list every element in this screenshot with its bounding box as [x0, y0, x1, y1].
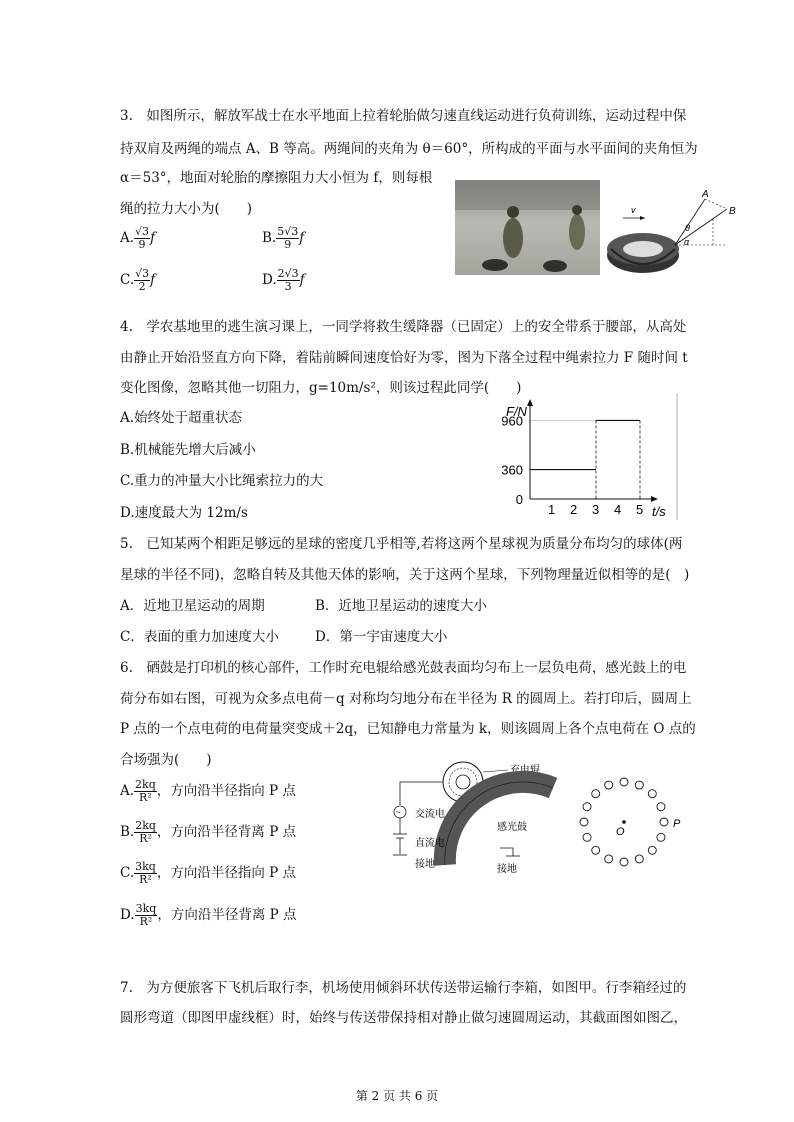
q3-option-d: D. $\frac{2√3}{3}$ f — [262, 267, 305, 293]
q3-line2: 持双肩及两绳的端点 A、B 等高。两绳间的夹角为 θ＝60°，所构成的平面与水平面间的夹角恒为 — [120, 141, 698, 157]
svg-text:~: ~ — [396, 808, 401, 817]
point-charge — [648, 790, 656, 798]
svg-text:交流电: 交流电 — [415, 809, 445, 820]
point-charge — [583, 803, 591, 811]
y-tick-label: 360 — [501, 462, 523, 478]
force-time-chart — [480, 392, 680, 522]
soldiers-photo — [455, 180, 600, 275]
point-charge — [620, 778, 628, 786]
point-charge — [660, 818, 668, 826]
point-charge — [580, 818, 588, 826]
q6-line2: 荷分布如右图，可视为众多点电荷－q 对称均匀地分布在半径为 R 的圆周上。若打印后，圆周上 — [120, 691, 692, 707]
x-tick-label: 5 — [636, 502, 644, 517]
q4-option-b: B.机械能先增大后减小 — [120, 442, 256, 458]
q5-line2: 星球的半径不同)，忽略自转及其他天体的影响，关于这两个星球，下列物理量近似相等的是( ) — [120, 567, 690, 583]
q4-line3: 变化图像，忽略其他一切阻力，g=10m/s²，则该过程此同学( ) — [120, 380, 522, 396]
q5-option-d: D．第一宇宙速度大小 — [315, 629, 448, 645]
q3-option-b: B. $\frac{5√3}{9}$ f — [262, 225, 305, 251]
center-label: O — [616, 826, 625, 838]
y-axis-label: F/N — [506, 404, 527, 419]
center-dot — [622, 820, 626, 824]
point-charge — [605, 855, 613, 863]
q3-line3: α＝53°，地面对轮胎的摩擦阻力大小恒为 f，则每根 — [120, 170, 433, 186]
q4-option-a: A.始终处于超重状态 — [120, 410, 243, 426]
x-tick-label: 4 — [614, 502, 622, 517]
x-axis-label: t/s — [652, 504, 666, 519]
svg-text:接地: 接地 — [415, 859, 435, 870]
point-charge — [648, 846, 656, 854]
point-charge — [592, 790, 600, 798]
tire-rope-diagram — [605, 185, 750, 280]
q6-option-a: A. $\frac{2kq}{\text{R²}}$ ，方向沿半径指向 P 点 — [120, 778, 296, 804]
q4-option-d: D.速度最大为 12m/s — [120, 505, 248, 521]
x-tick-label: 2 — [570, 502, 578, 517]
q6-line1: 6. 硒鼓是打印机的核心部件，工作时充电辊给感光鼓表面均匀布上一层负电荷，感光鼓上的电 — [120, 660, 687, 676]
point-charge — [592, 846, 600, 854]
q6-option-b: B. $\frac{2kq}{\text{R²}}$ ，方向沿半径背离 P 点 — [120, 819, 297, 845]
y-tick-label: 960 — [501, 413, 523, 429]
svg-text:接地: 接地 — [497, 864, 517, 875]
q5-line1: 5. 已知某两个相距足够远的星球的密度几乎相等,若将这两个星球视为质量分布均匀的球体(两 — [120, 536, 683, 552]
q6-line4: 合场强为( ) — [120, 752, 212, 768]
y-tick-label: 0 — [515, 492, 523, 507]
svg-text:A: A — [702, 189, 709, 200]
q5-option-c: C．表面的重力加速度大小 — [120, 629, 279, 645]
charge-ring-diagram — [570, 765, 685, 870]
svg-text:直流电: 直流电 — [415, 838, 445, 849]
q5-option-a: A．近地卫星运动的周期 — [120, 598, 265, 614]
y-axis-arrow — [527, 399, 533, 406]
svg-text:充电辊: 充电辊 — [510, 765, 540, 776]
point-charge — [657, 833, 665, 841]
point-charge — [635, 855, 643, 863]
q6-option-c: C. $\frac{3kq}{\text{R²}}$ ，方向沿半径指向 P 点 — [120, 860, 297, 886]
x-axis-arrow — [651, 496, 658, 502]
point-charge — [657, 803, 665, 811]
q5-option-b: B．近地卫星运动的速度大小 — [315, 598, 487, 614]
point-charge — [635, 781, 643, 789]
q7-line1: 7. 为方便旅客下飞机后取行李，机场使用倾斜环状传送带运输行李箱，如图甲。行李箱经过的 — [120, 980, 687, 996]
svg-text:感光鼓: 感光鼓 — [497, 822, 527, 833]
q6-option-d: D. $\frac{3kq}{\text{R²}}$ ，方向沿半径背离 P 点 — [120, 902, 297, 928]
svg-text:θ: θ — [685, 223, 690, 233]
q6-line3: P 点的一个点电荷的电荷量突变成＋2q，已知静电力常量为 k，则该圆周上各个点电荷在 O 点的 — [120, 721, 696, 737]
q4-line1: 4. 学农基地里的逃生演习课上，一同学将救生缓降器（已固定）上的安全带系于腰部，从高处 — [120, 319, 687, 335]
x-tick-label: 3 — [592, 502, 600, 517]
point-charge — [583, 833, 591, 841]
point-p-label: P — [673, 818, 681, 830]
point-charge — [620, 858, 628, 866]
q3-line1: 3. 如图所示，解放军战士在水平地面上拉着轮胎做匀速直线运动进行负荷训练，运动过程中保 — [120, 108, 687, 124]
q7-line2: 圆形弯道（即图甲虚线框）时，始终与传送带保持相对静止做匀速圆周运动，其截面图如图乙， — [120, 1010, 687, 1026]
svg-text:v: v — [631, 205, 636, 215]
svg-text:B: B — [729, 206, 736, 217]
q3-option-c: C. $\frac{√3}{2}$ f — [120, 267, 156, 293]
q4-option-c: C.重力的冲量大小比绳索拉力的大 — [120, 473, 324, 489]
q3-line4: 绳的拉力大小为( ) — [120, 201, 253, 217]
page-footer: 第 2 页 共 6 页 — [355, 1089, 439, 1103]
svg-text:α: α — [684, 237, 690, 247]
printer-drum-diagram — [385, 760, 570, 880]
q4-line2: 由静止开始沿竖直方向下降，着陆前瞬间速度恰好为零，图为下落全过程中绳索拉力 F 随时间 t — [120, 350, 688, 366]
point-charge — [605, 781, 613, 789]
x-tick-label: 1 — [548, 502, 556, 517]
q3-option-a: A. $\frac{√3}{9}$ f — [120, 225, 156, 251]
